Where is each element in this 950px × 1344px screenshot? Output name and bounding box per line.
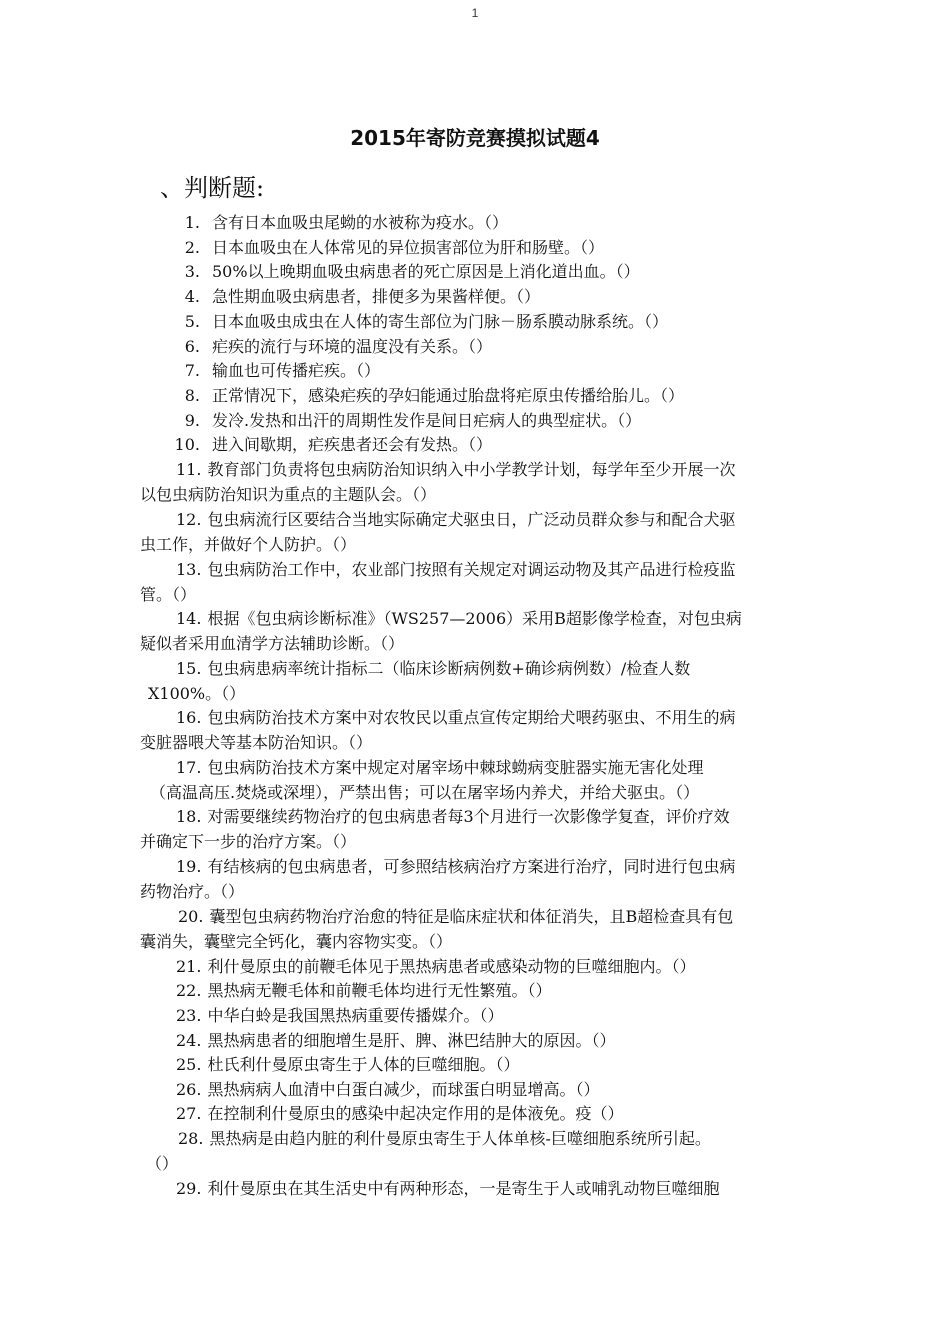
question-27 xyxy=(176,1101,623,1126)
question-number: 16. xyxy=(176,708,202,727)
question-text: 包虫病防治工作中，农业部门按照有关规定对调运动物及其产品进行检疫监 xyxy=(207,560,736,579)
question-number: 19. xyxy=(176,857,202,876)
question-number: 14. xyxy=(176,609,202,628)
question-12-continuation: 虫工作，并做好个人防护。（） xyxy=(140,535,357,554)
question-28-continuation: （） xyxy=(146,1154,179,1173)
question-12 xyxy=(176,507,735,532)
question-16 xyxy=(176,705,735,730)
question-number: 15. xyxy=(176,659,202,678)
page-number: 1 xyxy=(471,6,479,20)
question-number: 9. xyxy=(184,411,200,430)
question-number: 17. xyxy=(176,758,202,777)
question-25 xyxy=(176,1052,519,1077)
question-5 xyxy=(166,309,668,334)
question-text: 有结核病的包虫病患者，可参照结核病治疗方案进行治疗，同时进行包虫病 xyxy=(207,857,736,876)
question-number: 2. xyxy=(184,238,200,257)
question-2 xyxy=(166,235,604,260)
question-17-continuation: （高温高压.焚烧或深埋），严禁出售；可以在屠宰场内养犬，并给犬驱虫。（） xyxy=(150,783,700,802)
question-13-continuation: 管。（） xyxy=(140,585,197,604)
question-text: 教育部门负责将包虫病防治知识纳入中小学教学计划，每学年至少开展一次 xyxy=(207,460,736,479)
question-number: 29. xyxy=(176,1179,202,1198)
question-text: 根据《包虫病诊断标准》（WS257—2006）采用B超影像学检查，对包虫病 xyxy=(207,609,742,628)
question-number: 23. xyxy=(176,1006,202,1025)
question-text: 包虫病患病率统计指标二（临床诊断病例数+确诊病例数）/检查人数 xyxy=(207,659,691,678)
question-15-continuation: X100%。（） xyxy=(148,684,246,703)
question-number: 24. xyxy=(176,1031,202,1050)
question-13 xyxy=(176,557,735,582)
question-text: 杜氏利什曼原虫寄生于人体的巨噬细胞。（） xyxy=(207,1055,520,1074)
question-text: 黑热病患者的细胞增生是肝、脾、淋巴结肿大的原因。（） xyxy=(207,1031,616,1050)
question-15 xyxy=(176,656,690,681)
question-3 xyxy=(166,259,640,284)
question-number: 22. xyxy=(176,981,202,1000)
question-text: 进入间歇期，疟疾患者还会有发热。（） xyxy=(212,435,493,454)
question-20-continuation: 囊消失，囊壁完全钙化，囊内容物实变。（） xyxy=(140,932,453,951)
question-number: 12. xyxy=(176,510,202,529)
question-18 xyxy=(176,804,730,829)
question-number: 25. xyxy=(176,1055,202,1074)
question-text: 黑热病病人血清中白蛋白减少，而球蛋白明显增高。（） xyxy=(207,1080,600,1099)
question-text: 包虫病流行区要结合当地实际确定犬驱虫日，广泛动员群众参与和配合犬驱 xyxy=(207,510,736,529)
question-text: 黑热病是由趋内脏的利什曼原虫寄生于人体单核-巨噬细胞系统所引起。 xyxy=(209,1129,711,1148)
question-text: 日本血吸虫成虫在人体的寄生部位为门脉－肠系膜动脉系统。（） xyxy=(212,312,669,331)
question-17 xyxy=(176,755,703,780)
question-text: 含有日本血吸虫尾蚴的水被称为疫水。（） xyxy=(212,213,509,232)
page-title: 2015年寄防竞赛摸拟试题4 xyxy=(350,126,600,150)
section-heading: 、判断题: xyxy=(160,174,265,202)
question-text: 利什曼原虫的前鞭毛体见于黑热病患者或感染动物的巨噬细胞内。（） xyxy=(207,957,696,976)
question-number: 21. xyxy=(176,957,202,976)
question-29 xyxy=(176,1176,719,1201)
question-21 xyxy=(176,954,695,979)
question-number: 5. xyxy=(184,312,200,331)
question-7 xyxy=(166,358,380,383)
question-number: 3. xyxy=(184,262,200,281)
question-number: 18. xyxy=(176,807,202,826)
question-24 xyxy=(176,1028,615,1053)
question-1 xyxy=(166,210,508,235)
question-number: 28. xyxy=(178,1129,204,1148)
question-19 xyxy=(176,854,735,879)
question-number: 7. xyxy=(184,361,200,380)
question-text: 输血也可传播疟疾。（） xyxy=(212,361,381,380)
question-22 xyxy=(176,978,551,1003)
question-8 xyxy=(166,383,684,408)
question-number: 6. xyxy=(184,337,200,356)
question-28 xyxy=(178,1126,711,1151)
question-number: 27. xyxy=(176,1104,202,1123)
question-number: 13. xyxy=(176,560,202,579)
question-text: 日本血吸虫在人体常见的异位损害部位为肝和肠壁。（） xyxy=(212,238,605,257)
question-11-continuation: 以包虫病防治知识为重点的主题队会。（） xyxy=(140,485,437,504)
question-9 xyxy=(166,408,641,433)
question-text: 包虫病防治技术方案中对农牧民以重点宣传定期给犬喂药驱虫、不用生的病 xyxy=(207,708,736,727)
question-26 xyxy=(176,1077,599,1102)
question-text: 50%以上晚期血吸虫病患者的死亡原因是上消化道出血。（） xyxy=(212,262,640,281)
question-14-continuation: 疑似者采用血清学方法辅助诊断。（） xyxy=(140,634,405,653)
question-number: 10. xyxy=(174,435,200,454)
question-14 xyxy=(176,606,742,631)
question-number: 4. xyxy=(184,287,200,306)
question-text: 利什曼原虫在其生活史中有两种形态，一是寄生于人或哺乳动物巨噬细胞 xyxy=(207,1179,720,1198)
question-16-continuation: 变脏器喂犬等基本防治知识。（） xyxy=(140,733,373,752)
question-number: 11. xyxy=(176,460,202,479)
question-6 xyxy=(166,334,492,359)
question-19-continuation: 药物治疗。（） xyxy=(140,882,245,901)
question-text: 发冷.发热和出汗的周期性发作是间日疟病人的典型症状。（） xyxy=(212,411,642,430)
question-18-continuation: 并确定下一步的治疗方案。（） xyxy=(140,832,357,851)
question-text: 急性期血吸虫病患者，排便多为果酱样便。（） xyxy=(212,287,541,306)
question-number: 26. xyxy=(176,1080,202,1099)
question-text: 黑热病无鞭毛体和前鞭毛体均进行无性繁殖。（） xyxy=(207,981,552,1000)
question-text: 正常情况下，感染疟疾的孕妇能通过胎盘将疟原虫传播给胎儿。（） xyxy=(212,386,685,405)
question-text: 对需要继续药物治疗的包虫病患者每3个月进行一次影像学复查，评价疗效 xyxy=(207,807,730,826)
question-20 xyxy=(178,904,733,929)
question-number: 1. xyxy=(184,213,200,232)
question-10 xyxy=(166,432,492,457)
question-23 xyxy=(176,1003,503,1028)
question-text: 中华白蛉是我国黑热病重要传播媒介。（） xyxy=(207,1006,504,1025)
question-4 xyxy=(166,284,540,309)
question-number: 8. xyxy=(184,386,200,405)
question-text: 在控制利什曼原虫的感染中起决定作用的是体液免。疫（） xyxy=(207,1104,624,1123)
question-text: 疟疾的流行与环境的温度没有关系。（） xyxy=(212,337,493,356)
question-number: 20. xyxy=(178,907,204,926)
question-11 xyxy=(176,457,735,482)
question-text: 包虫病防治技术方案中规定对屠宰场中棘球蚴病变脏器实施无害化处理 xyxy=(207,758,704,777)
question-text: 囊型包虫病药物治疗治愈的特征是临床症状和体征消失，且B超检查具有包 xyxy=(209,907,734,926)
